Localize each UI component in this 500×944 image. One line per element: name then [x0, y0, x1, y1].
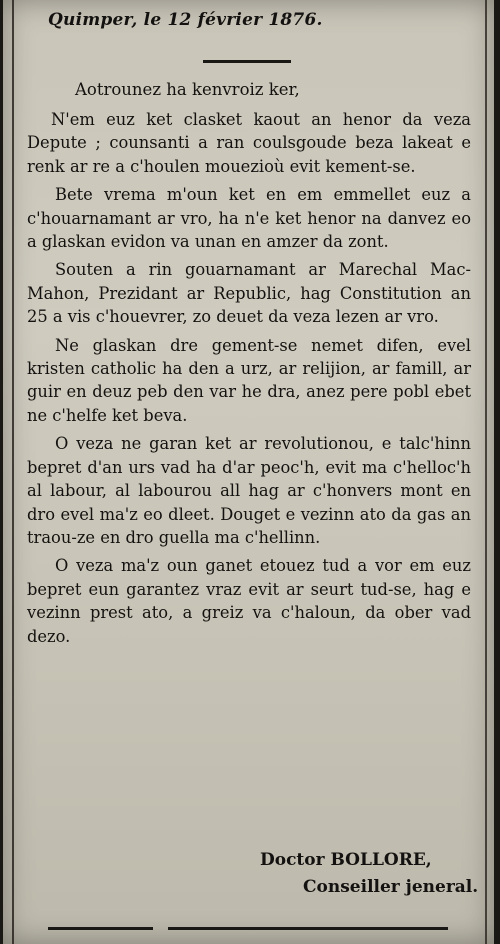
paragraph: Ne glaskan dre gement-se nemet difen, evel kristen catholic ha den a urz, ar relijion, ar famill, ar guir en deuz peb den var he dra, anez pere pobl ebet ne c'helfe ket beva.: [27, 335, 471, 425]
footer-rule: [48, 927, 153, 930]
column-rule-right: [485, 0, 487, 944]
signature-title: Conseiller jeneral.: [303, 877, 479, 897]
column-rule-left: [12, 0, 14, 944]
signature-name: Doctor BOLLORE,: [260, 850, 432, 870]
paragraph: O veza ma'z oun ganet etouez tud a vor em euz bepret eun garantez vraz evit ar seurt tud-se, hag e vezinn prest ato, a greiz va c'haloun, da ober vad dezo.: [27, 556, 471, 646]
newspaper-clipping: [3, 0, 494, 944]
paragraph: Bete vrema m'oun ket en em emmellet euz a c'houarnamant ar vro, ha n'e ket henor na danvez eo a glaskan evidon va unan en amzer da zont.: [27, 185, 471, 252]
footer-rule: [168, 927, 448, 930]
paragraph: O veza ne garan ket ar revolutionou, e talc'hinn bepret d'an urs vad ha d'ar peoc'h, evit ma c'helloc'h al labour, al labourou all hag ar c'honvers mont en dro evel ma'z eo dleet. Douget e vezinn ato da gas an traou-ze en dro guella ma c'hellinn.: [27, 434, 471, 547]
letter-body: [27, 108, 471, 653]
paragraph: Souten a rin gouarnamant ar Marechal Mac-Mahon, Prezidant ar Republic, hag Constitution an 25 a vis c'houevrer, zo deuet da veza lezen ar vro.: [27, 260, 471, 327]
divider-rule: [203, 60, 291, 63]
paragraph: N'em euz ket clasket kaout an henor da veza Depute ; counsanti a ran coulsgoude beza lakeat e renk ar re a c'houlen mouezioù evit kement-se.: [27, 110, 471, 176]
dateline: Quimper, le 12 février 1876.: [48, 10, 323, 30]
salutation: Aotrounez ha kenvroiz ker,: [75, 80, 300, 99]
